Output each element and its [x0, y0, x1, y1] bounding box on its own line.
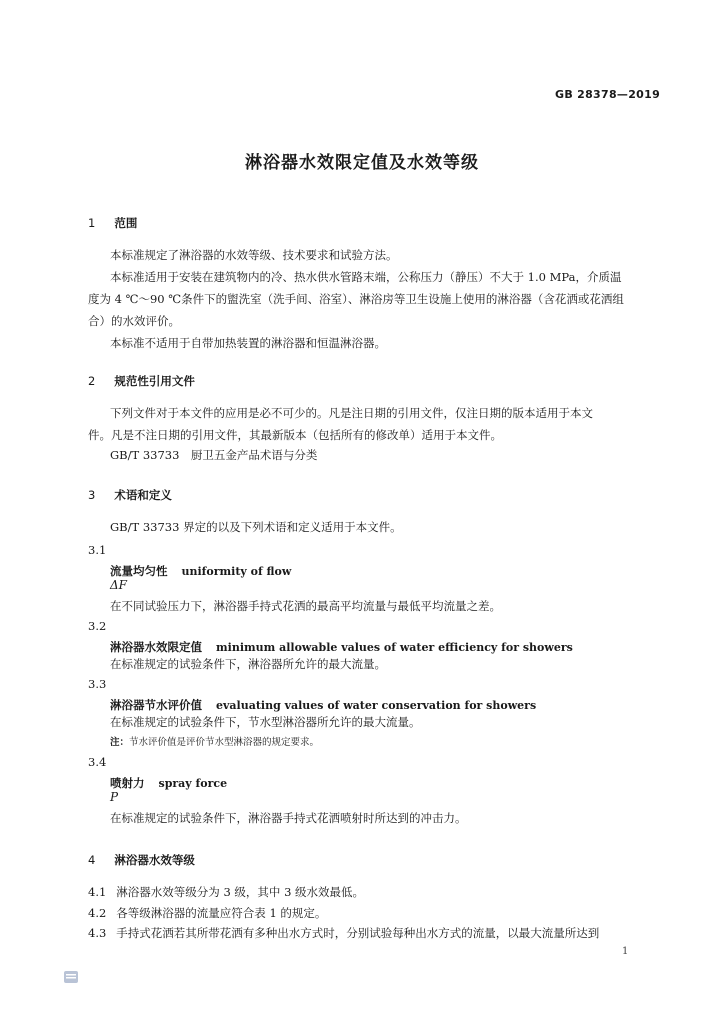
term-definition: 在标准规定的试验条件下，淋浴器所允许的最大流量。: [110, 657, 386, 671]
clause-number: 4.2: [88, 906, 107, 920]
term-3-1-heading: [110, 560, 291, 579]
standard-code: GB 28378—2019: [555, 88, 661, 101]
section-number: 2: [88, 374, 96, 388]
section-3-heading: [88, 484, 172, 503]
clause-text: 淋浴器水效等级分为 3 级，其中 3 级水效最低。: [116, 885, 365, 899]
term-number: 3.3: [88, 677, 107, 691]
clause-number: 4.3: [88, 926, 107, 940]
term-chinese: 淋浴器水效限定值: [110, 640, 202, 654]
section-title: 规范性引用文件: [114, 374, 195, 388]
term-english: evaluating values of water conservation for showers: [216, 699, 537, 712]
refs-paragraph-line-2: 件。凡是不注日期的引用文件，其最新版本（包括所有的修改单）适用于本文件。: [88, 428, 502, 442]
scope-paragraph-2-line-2: 度为 4 ℃～90 ℃条件下的盥洗室（洗手间、浴室）、淋浴房等卫生设施上使用的淋浴器（含花洒或花洒组: [88, 292, 624, 306]
clause-4-1: [88, 883, 364, 901]
scope-paragraph-3: 本标准不适用于自带加热装置的淋浴器和恒温淋浴器。: [110, 336, 386, 350]
term-symbol: ΔF: [110, 578, 127, 592]
section-title: 术语和定义: [114, 488, 172, 502]
reference-entry: GB/T 33733 厨卫五金产品术语与分类: [110, 448, 318, 462]
term-definition: 在不同试验压力下，淋浴器手持式花洒的最高平均流量与最低平均流量之差。: [110, 599, 501, 613]
clause-4-2: [88, 904, 326, 922]
term-number: 3.4: [88, 755, 107, 769]
term-definition: 在标准规定的试验条件下，淋浴器手持式花洒喷射时所达到的冲击力。: [110, 811, 467, 825]
section-number: 4: [88, 853, 96, 867]
note-text: 节水评价值是评价节水型淋浴器的规定要求。: [129, 737, 320, 748]
section-title: 淋浴器水效等级: [114, 853, 195, 867]
section-4-heading: [88, 849, 195, 868]
term-chinese: 喷射力: [110, 776, 145, 790]
term-number: 3.1: [88, 543, 107, 557]
section-1-heading: [88, 212, 137, 231]
section-number: 3: [88, 488, 96, 502]
document-title: 淋浴器水效限定值及水效等级: [245, 153, 479, 173]
terms-intro: GB/T 33733 界定的以及下列术语和定义适用于本文件。: [110, 520, 402, 534]
term-3-2-heading: [110, 636, 573, 655]
term-note: [110, 734, 319, 748]
clause-number: 4.1: [88, 885, 107, 899]
section-2-heading: [88, 370, 195, 389]
term-3-3-heading: [110, 694, 536, 713]
term-english: spray force: [158, 777, 228, 790]
refs-paragraph-line-1: 下列文件对于本文件的应用是必不可少的。凡是注日期的引用文件，仅注日期的版本适用于本文: [110, 406, 593, 420]
term-english: minimum allowable values of water efficiency for showers: [216, 641, 573, 654]
scope-paragraph-1: 本标准规定了淋浴器的水效等级、技术要求和试验方法。: [110, 248, 398, 262]
clause-text: 各等级淋浴器的流量应符合表 1 的规定。: [116, 906, 327, 920]
scope-paragraph-2-line-3: 合）的水效评价。: [88, 314, 180, 328]
page-number: 1: [622, 946, 629, 957]
publisher-logo-icon: [64, 968, 78, 980]
term-3-4-heading: [110, 772, 227, 791]
clause-4-3: [88, 924, 599, 942]
section-title: 范围: [114, 216, 138, 230]
term-symbol: P: [110, 790, 119, 804]
term-definition: 在标准规定的试验条件下，节水型淋浴器所允许的最大流量。: [110, 715, 421, 729]
scope-paragraph-2-line-1: 本标准适用于安装在建筑物内的冷、热水供水管路末端，公称压力（静压）不大于 1.0 MPa，介质温: [110, 270, 622, 284]
term-english: uniformity of flow: [181, 565, 292, 578]
term-chinese: 流量均匀性: [110, 564, 168, 578]
term-number: 3.2: [88, 619, 107, 633]
note-label: 注：: [110, 737, 130, 748]
term-chinese: 淋浴器节水评价值: [110, 698, 202, 712]
clause-text: 手持式花洒若其所带花洒有多种出水方式时，分别试验每种出水方式的流量，以最大流量所达到: [116, 926, 600, 940]
section-number: 1: [88, 216, 96, 230]
